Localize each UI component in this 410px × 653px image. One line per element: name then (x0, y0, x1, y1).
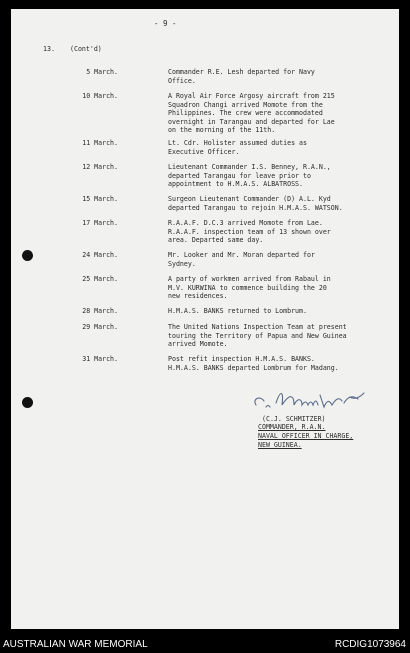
entry-text-line: Mr. Looker and Mr. Moran departed for (168, 251, 315, 259)
entry-text-line: Philippines. The crew were accommodated (168, 109, 323, 118)
entry-text-line: Sydney. (168, 259, 196, 268)
signatory-name: (C.J. SCHMITZER) (262, 415, 326, 423)
archive-reference: RCDIG1073964 (334, 639, 406, 650)
entry-text-line: Office. (168, 76, 196, 85)
entry-date: 24 March. (82, 251, 118, 259)
archive-name: AUSTRALIAN WAR MEMORIAL (3, 639, 148, 650)
entry-text-line: new residences. (168, 292, 228, 301)
entry-date: 17 March. (82, 219, 118, 227)
entry-text-line: H.M.A.S. BANKS returned to Lombrum. (168, 307, 307, 315)
signatory-title-1: NAVAL OFFICER IN CHARGE, (258, 432, 354, 440)
entry-text-line: Surgeon Lieutenant Commander (D) A.L. Kyd (168, 195, 331, 203)
entry-text-line: area. Departed same day. (168, 236, 264, 245)
section-number: 13. (43, 45, 55, 53)
entry-text-line: touring the Territory of Papua and New Guinea (168, 331, 347, 340)
entry-text-line: Lt. Cdr. Holister assumed duties as (168, 139, 307, 147)
entry-text-line: R.A.A.F. D.C.3 arrived Momote from Lae. (168, 219, 323, 227)
page-number: - 9 - (154, 19, 177, 28)
section-continued-label: (Cont'd) (70, 45, 102, 53)
entry-text-line: A party of workmen arrived from Rabaul in (168, 275, 331, 283)
entry-text-line: on the morning of the 11th. (168, 126, 276, 135)
entry-text-line: departed Tarangau to rejoin H.M.A.S. WATSON. (168, 203, 343, 212)
entry-text-line: Executive Officer. (168, 147, 240, 156)
entry-text-line: The United Nations Inspection Team at present (168, 323, 347, 331)
entry-date: 12 March. (82, 163, 118, 171)
entry-text-line: R.A.A.F. inspection team of 13 shown over (168, 227, 331, 236)
entry-text-line: departed Tarangau for leave prior to (168, 171, 311, 180)
entry-text-line: Lieutenant Commander I.S. Benney, R.A.N., (168, 163, 331, 171)
entry-date: 31 March. (82, 355, 118, 363)
signatory-rank: COMMANDER, R.A.N. (258, 423, 326, 431)
entry-text-line: overnight in Tarangau and departed for Lae (168, 117, 335, 126)
entry-text-line: appointment to H.M.A.S. ALBATROSS. (168, 180, 303, 189)
entry-date: 11 March. (82, 139, 118, 147)
punch-hole-bottom (22, 397, 33, 408)
entry-date: 15 March. (82, 195, 118, 203)
signatory-title-2: NEW GUINEA. (258, 441, 302, 449)
entry-date: 25 March. (82, 275, 118, 283)
entry-text-line: Commander R.E. Lesh departed for Navy (168, 68, 315, 76)
entry-text-line: H.M.A.S. BANKS departed Lombrum for Madang. (168, 363, 339, 372)
entry-date: 10 March. (82, 92, 118, 100)
entry-text-line: arrived Momote. (168, 340, 228, 349)
punch-hole-top (22, 250, 33, 261)
entry-date: 29 March. (82, 323, 118, 331)
entry-date: 28 March. (82, 307, 118, 315)
archive-footer (0, 636, 410, 653)
entry-text-line: Squadron Changi arrived Momote from the (168, 100, 323, 109)
entry-text-line: M.V. KURWINA to commence building the 20 (168, 283, 327, 292)
handwritten-signature (250, 385, 380, 415)
entry-text-line: Post refit inspection H.M.A.S. BANKS. (168, 355, 315, 363)
entry-date: 5 March. (86, 68, 118, 76)
entry-text-line: A Royal Air Force Argosy aircraft from 215 (168, 92, 335, 100)
